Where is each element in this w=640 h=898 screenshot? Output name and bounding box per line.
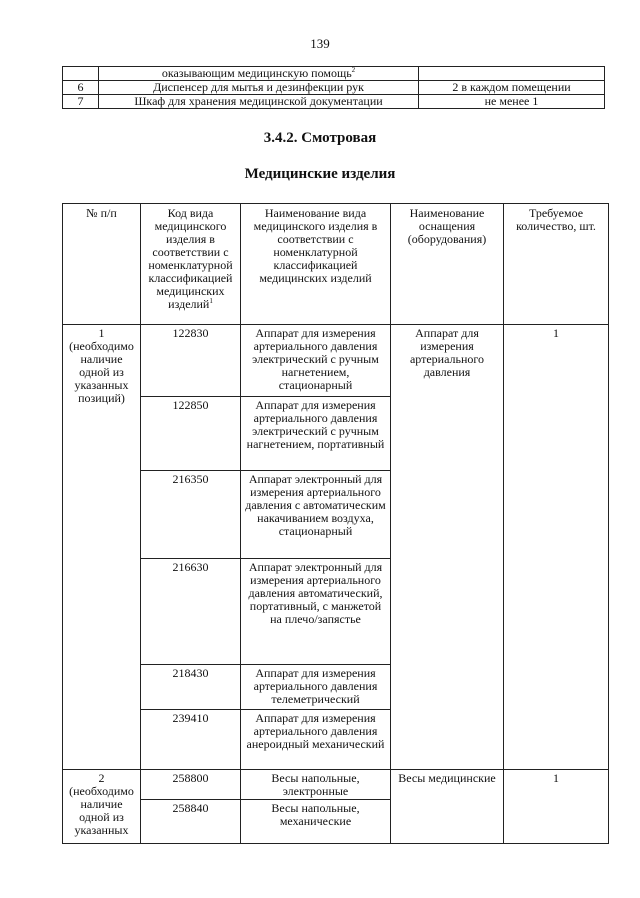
device-name: Весы напольные, электронные — [241, 770, 391, 800]
row-number — [63, 67, 99, 81]
device-code: 216630 — [141, 559, 241, 665]
header-quantity: Требуемое количество, шт. — [504, 204, 609, 325]
device-code: 258800 — [141, 770, 241, 800]
footnote-mark: 1 — [209, 297, 213, 305]
row-name: оказывающим медицинскую помощь$^2$ — [99, 67, 419, 81]
medical-devices-table — [62, 203, 609, 844]
page-number: 139 — [310, 36, 330, 51]
header-number: № п/п — [63, 204, 141, 325]
required-quantity: 1 — [504, 770, 609, 844]
row-name: Шкаф для хранения медицинской документации — [99, 95, 419, 109]
table-row — [63, 95, 605, 109]
device-name: Аппарат для измерения артериального давления анероидный механический — [241, 710, 391, 770]
device-name: Аппарат для измерения артериального давления электрический с ручным нагнетением, стационарный — [241, 325, 391, 397]
equipment-name: Аппарат для измерения артериального давления — [391, 325, 504, 770]
row-requirement: 2 в каждом помещении — [419, 81, 605, 95]
device-code: 122850 — [141, 397, 241, 471]
device-code: 258840 — [141, 800, 241, 844]
group-number: 1 (необходимо наличие одной из указанных позиций) — [63, 325, 141, 770]
device-name: Аппарат для измерения артериального давления телеметрический — [241, 665, 391, 710]
header-device-name: Наименование вида медицинского изделия в соответствии с номенклатурной классификацией медицинских изделий — [241, 204, 391, 325]
device-code: 122830 — [141, 325, 241, 397]
device-code: 216350 — [141, 471, 241, 559]
row-number: 7 — [63, 95, 99, 109]
header-equipment: Наименование оснащения (оборудования) — [391, 204, 504, 325]
device-name: Аппарат электронный для измерения артериального давления с автоматическим накачиванием воздуха, стационарный — [241, 471, 391, 559]
row-name: Диспенсер для мытья и дезинфекции рук — [99, 81, 419, 95]
row-number: 6 — [63, 81, 99, 95]
device-name: Аппарат электронный для измерения артериального давления автоматический, портативный, с манжетой на плечо/запястье — [241, 559, 391, 665]
device-code: 239410 — [141, 710, 241, 770]
subsection-title: Медицинские изделия — [244, 166, 396, 182]
device-code: 218430 — [141, 665, 241, 710]
header-code: Код вида медицинского изделия в соответствии с номенклатурной классификацией медицинских изделий$^1$ — [141, 204, 241, 325]
table-row — [63, 81, 605, 95]
section-title: 3.4.2. Смотровая — [263, 130, 377, 146]
table-row — [63, 67, 605, 81]
required-quantity: 1 — [504, 325, 609, 770]
equipment-name: Весы медицинские — [391, 770, 504, 844]
device-name: Аппарат для измерения артериального давления электрический с ручным нагнетением, портативный — [241, 397, 391, 471]
row-requirement — [419, 67, 605, 81]
row-requirement: не менее 1 — [419, 95, 605, 109]
device-name: Весы напольные, механические — [241, 800, 391, 844]
footnote-mark: 2 — [351, 66, 356, 74]
header-row — [63, 204, 609, 325]
equipment-continuation-table — [62, 66, 605, 109]
table-row — [63, 770, 609, 800]
group-number: 2 (необходимо наличие одной из указанных — [63, 770, 141, 844]
table-row — [63, 325, 609, 397]
